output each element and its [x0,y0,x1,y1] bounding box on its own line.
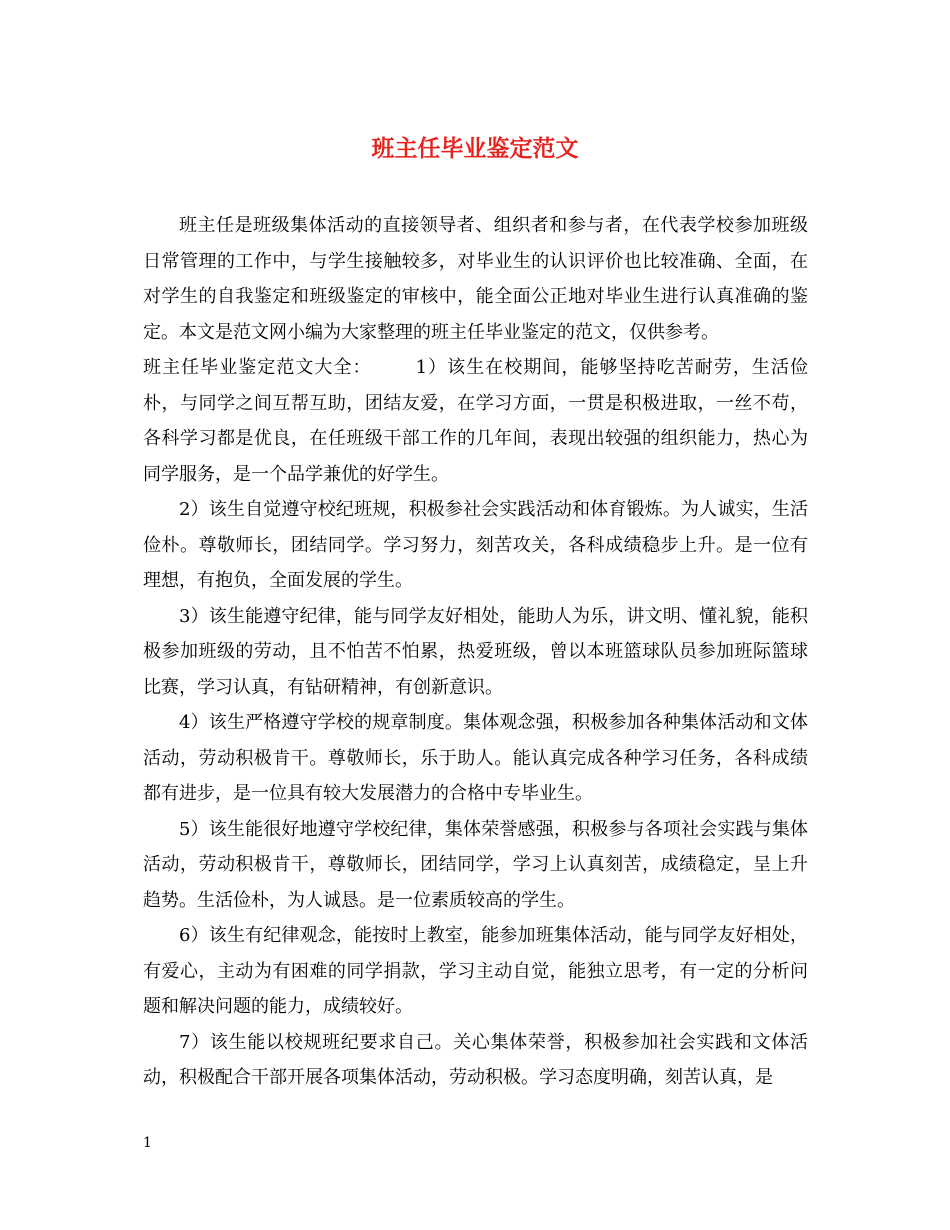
document-body [143,208,808,1096]
item-7-paragraph: 7）该生能以校规班纪要求自己。关心集体荣誉，积极参加社会实践和文体活动，积极配合干部开展各项集体活动，劳动积极。学习态度明确，刻苦认真，是 [143,1031,808,1088]
item-6-paragraph: 6）该生有纪律观念，能按时上教室，能参加班集体活动，能与同学友好相处，有爱心，主动为有困难的同学捐款，学习主动自觉，能独立思考，有一定的分析问题和解决问题的能力，成绩较好。 [143,925,808,1017]
item-2-paragraph: 2）该生自觉遵守校纪班规，积极参社会实践活动和体育锻炼。为人诚实，生活俭朴。尊敬师长，团结同学。学习努力，刻苦攻关，各科成绩稳步上升。是一位有理想，有抱负，全面发展的学生。 [143,499,808,591]
page-number: 1 [143,1135,152,1151]
first-item-paragraph [143,350,808,492]
item-5-paragraph: 5）该生能很好地遵守学校纪律，集体荣誉感强，积极参与各项社会实践与集体活动，劳动积极肯干，尊敬师长，团结同学，学习上认真刻苦，成绩稳定，呈上升趋势。生活俭朴，为人诚恳。是一位素质较高的学生。 [143,818,808,911]
intro-paragraph: 班主任是班级集体活动的直接领导者、组织者和参与者，在代表学校参加班级日常管理的工作中，与学生接触较多，对毕业生的认识评价也比较准确、全面，在对学生的自我鉴定和班级鉴定的审核中，能全面公正地对毕业生进行认真准确的鉴定。本文是范文网小编为大家整理的班主任毕业鉴定的范文，仅供参考。 [143,215,808,343]
document-title: 班主任毕业鉴定范文 [371,135,579,162]
section-heading: 班主任毕业鉴定范文大全： [143,357,372,378]
item-4-paragraph: 4）该生严格遵守学校的规章制度。集体观念强，积极参加各种集体活动和文体活动，劳动积极肯干。尊敬师长，乐于助人。能认真完成各种学习任务，各科成绩都有进步，是一位具有较大发展潜力的合格中专毕业生。 [143,712,808,804]
item-1-text: 1）该生在校期间，能够坚持吃苦耐劳，生活俭朴，与同学之间互帮互助，团结友爱，在学习方面，一贯是积极进取，一丝不苟，各科学习都是优良，在任班级干部工作的几年间，表现出较强的组织能力，热心为同学服务，是一个品学兼优的好学生。 [143,357,809,485]
item-3-paragraph: 3）该生能遵守纪律，能与同学友好相处，能助人为乐，讲文明、懂礼貌，能积极参加班级的劳动，且不怕苦不怕累，热爱班级，曾以本班篮球队员参加班际篮球比赛，学习认真，有钻研精神，有创新意识。 [143,605,808,698]
